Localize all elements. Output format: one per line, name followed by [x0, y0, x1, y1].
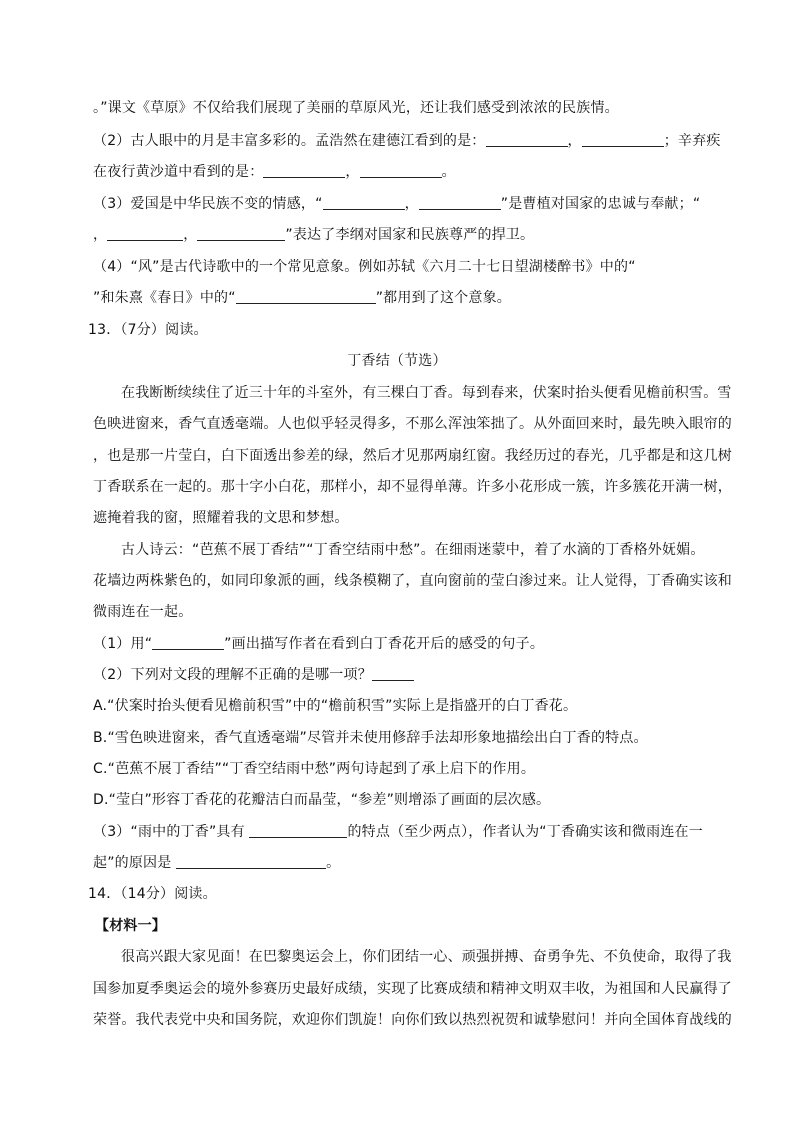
- material-line: 荣誉。我代表党中央和国务院，欢迎你们凯旋！向你们致以热烈祝贺和诚挚慰问！并向全国体育战线的: [93, 1012, 732, 1028]
- question-13-3-line1: （3）“雨中的丁香”具有 的特点（至少两点），作者认为“丁香确实该和微雨连在一: [93, 824, 703, 840]
- passage-line: 古人诗云：“芭蕉不展丁香结”“丁香空结雨中愁”。在细雨迷蒙中，着了水滴的丁香格外妩媚。: [121, 542, 705, 558]
- question-13-heading: 13．（7分）阅读。: [88, 322, 208, 338]
- passage-line: 色映进窗来，香气直透毫端。人也似乎轻灵得多，不那么浑浊笨拙了。从外面回来时，最先映入眼帘的: [93, 416, 732, 432]
- question-12-4-line1: （4）“风”是古代诗歌中的一个常见意象。例如苏轼《六月二十七日望湖楼醉书》中的“: [93, 259, 636, 275]
- material-1-heading: 【材料一】: [95, 918, 166, 934]
- answer-blank[interactable]: [152, 635, 224, 650]
- answer-blank[interactable]: [107, 226, 183, 241]
- answer-blank[interactable]: [372, 666, 414, 681]
- passage-line: 遮掩着我的窗，照耀着我的文思和梦想。: [93, 510, 349, 526]
- answer-blank[interactable]: [419, 195, 501, 210]
- question-12-3-line2: ， ， ”表达了李纲对国家和民族尊严的捍卫。: [93, 227, 535, 243]
- answer-blank[interactable]: [360, 163, 442, 178]
- text-line: 。”课文《草原》不仅给我们展现了美丽的草原风光，还让我们感受到浓浓的民族情。: [93, 100, 619, 116]
- question-12-2-line1: （2）古人眼中的月是丰富多彩的。孟浩然在建德江看到的是： ， ；辛弃疾: [93, 133, 721, 149]
- option-b: B.“雪色映进窗来，香气直透毫端”尽管并未使用修辞手法却形象地描绘出白丁香的特点。: [93, 730, 648, 746]
- answer-blank[interactable]: [249, 823, 347, 838]
- answer-blank[interactable]: [197, 226, 285, 241]
- question-14-heading: 14．（14分）阅读。: [88, 886, 217, 902]
- answer-blank[interactable]: [323, 195, 405, 210]
- passage-line: 花墙边两株紫色的，如同印象派的画，线条模糊了，直向窗前的莹白渗过来。让人觉得，丁香确实该和: [93, 573, 732, 589]
- passage-line: 丁香联系在一起的。那十字小白花，那样小，却不显得单薄。许多小花形成一簇，许多簇花开满一树，: [93, 479, 732, 495]
- material-line: 很高兴跟大家见面！在巴黎奥运会上，你们团结一心、顽强拼搏、奋勇争先、不负使命，取得了我: [121, 949, 732, 965]
- question-12-4-line2: ”和朱熹《春日》中的“ ”都用到了这个意象。: [93, 290, 511, 306]
- question-12-3-line1: （3）爱国是中华民族不变的情感，“ ， ”是曹植对国家的忠诚与奉献；“: [93, 196, 701, 212]
- answer-blank[interactable]: [236, 289, 376, 304]
- passage-line: 微雨连在一起。: [93, 604, 193, 620]
- option-a: A.“伏案时抬头便看见檐前积雪”中的“檐前积雪”实际上是指盛开的白丁香花。: [93, 698, 578, 714]
- question-13-2: （2）下列对文段的理解不正确的是哪一项？: [93, 665, 733, 685]
- passage-line: ，也是那一片莹白，白下面透出参差的绿，然后才见那两扇红窗。我经历过的春光，几乎都是和这几树: [93, 448, 732, 464]
- question-13-3-line2: 起”的原因是 。: [93, 855, 341, 871]
- option-c: C.“芭蕉不展丁香结”“丁香空结雨中愁”两句诗起到了承上启下的作用。: [93, 761, 536, 777]
- question-13-1: （1）用“ ”画出描写作者在看到白丁香花开后的感受的句子。: [93, 636, 545, 652]
- passage-title: 丁香结（节选）: [347, 353, 447, 369]
- answer-blank[interactable]: [486, 132, 568, 147]
- passage-line: 在我断断续续住了近三十年的斗室外，有三棵白丁香。每到春来，伏案时抬头便看见檐前积雪。雪: [121, 385, 732, 401]
- material-line: 国参加夏季奥运会的境外参赛历史最好成绩，实现了比赛成绩和精神文明双丰收，为祖国和人民赢得了: [93, 981, 732, 997]
- answer-blank[interactable]: [176, 854, 326, 869]
- answer-blank[interactable]: [582, 132, 664, 147]
- answer-blank[interactable]: [263, 163, 345, 178]
- option-d: D.“莹白”形容丁香花的花瓣洁白而晶莹，“参差”则增添了画面的层次感。: [93, 792, 551, 808]
- question-12-2-line2: 在夜行黄沙道中看到的是： ， 。: [93, 164, 456, 180]
